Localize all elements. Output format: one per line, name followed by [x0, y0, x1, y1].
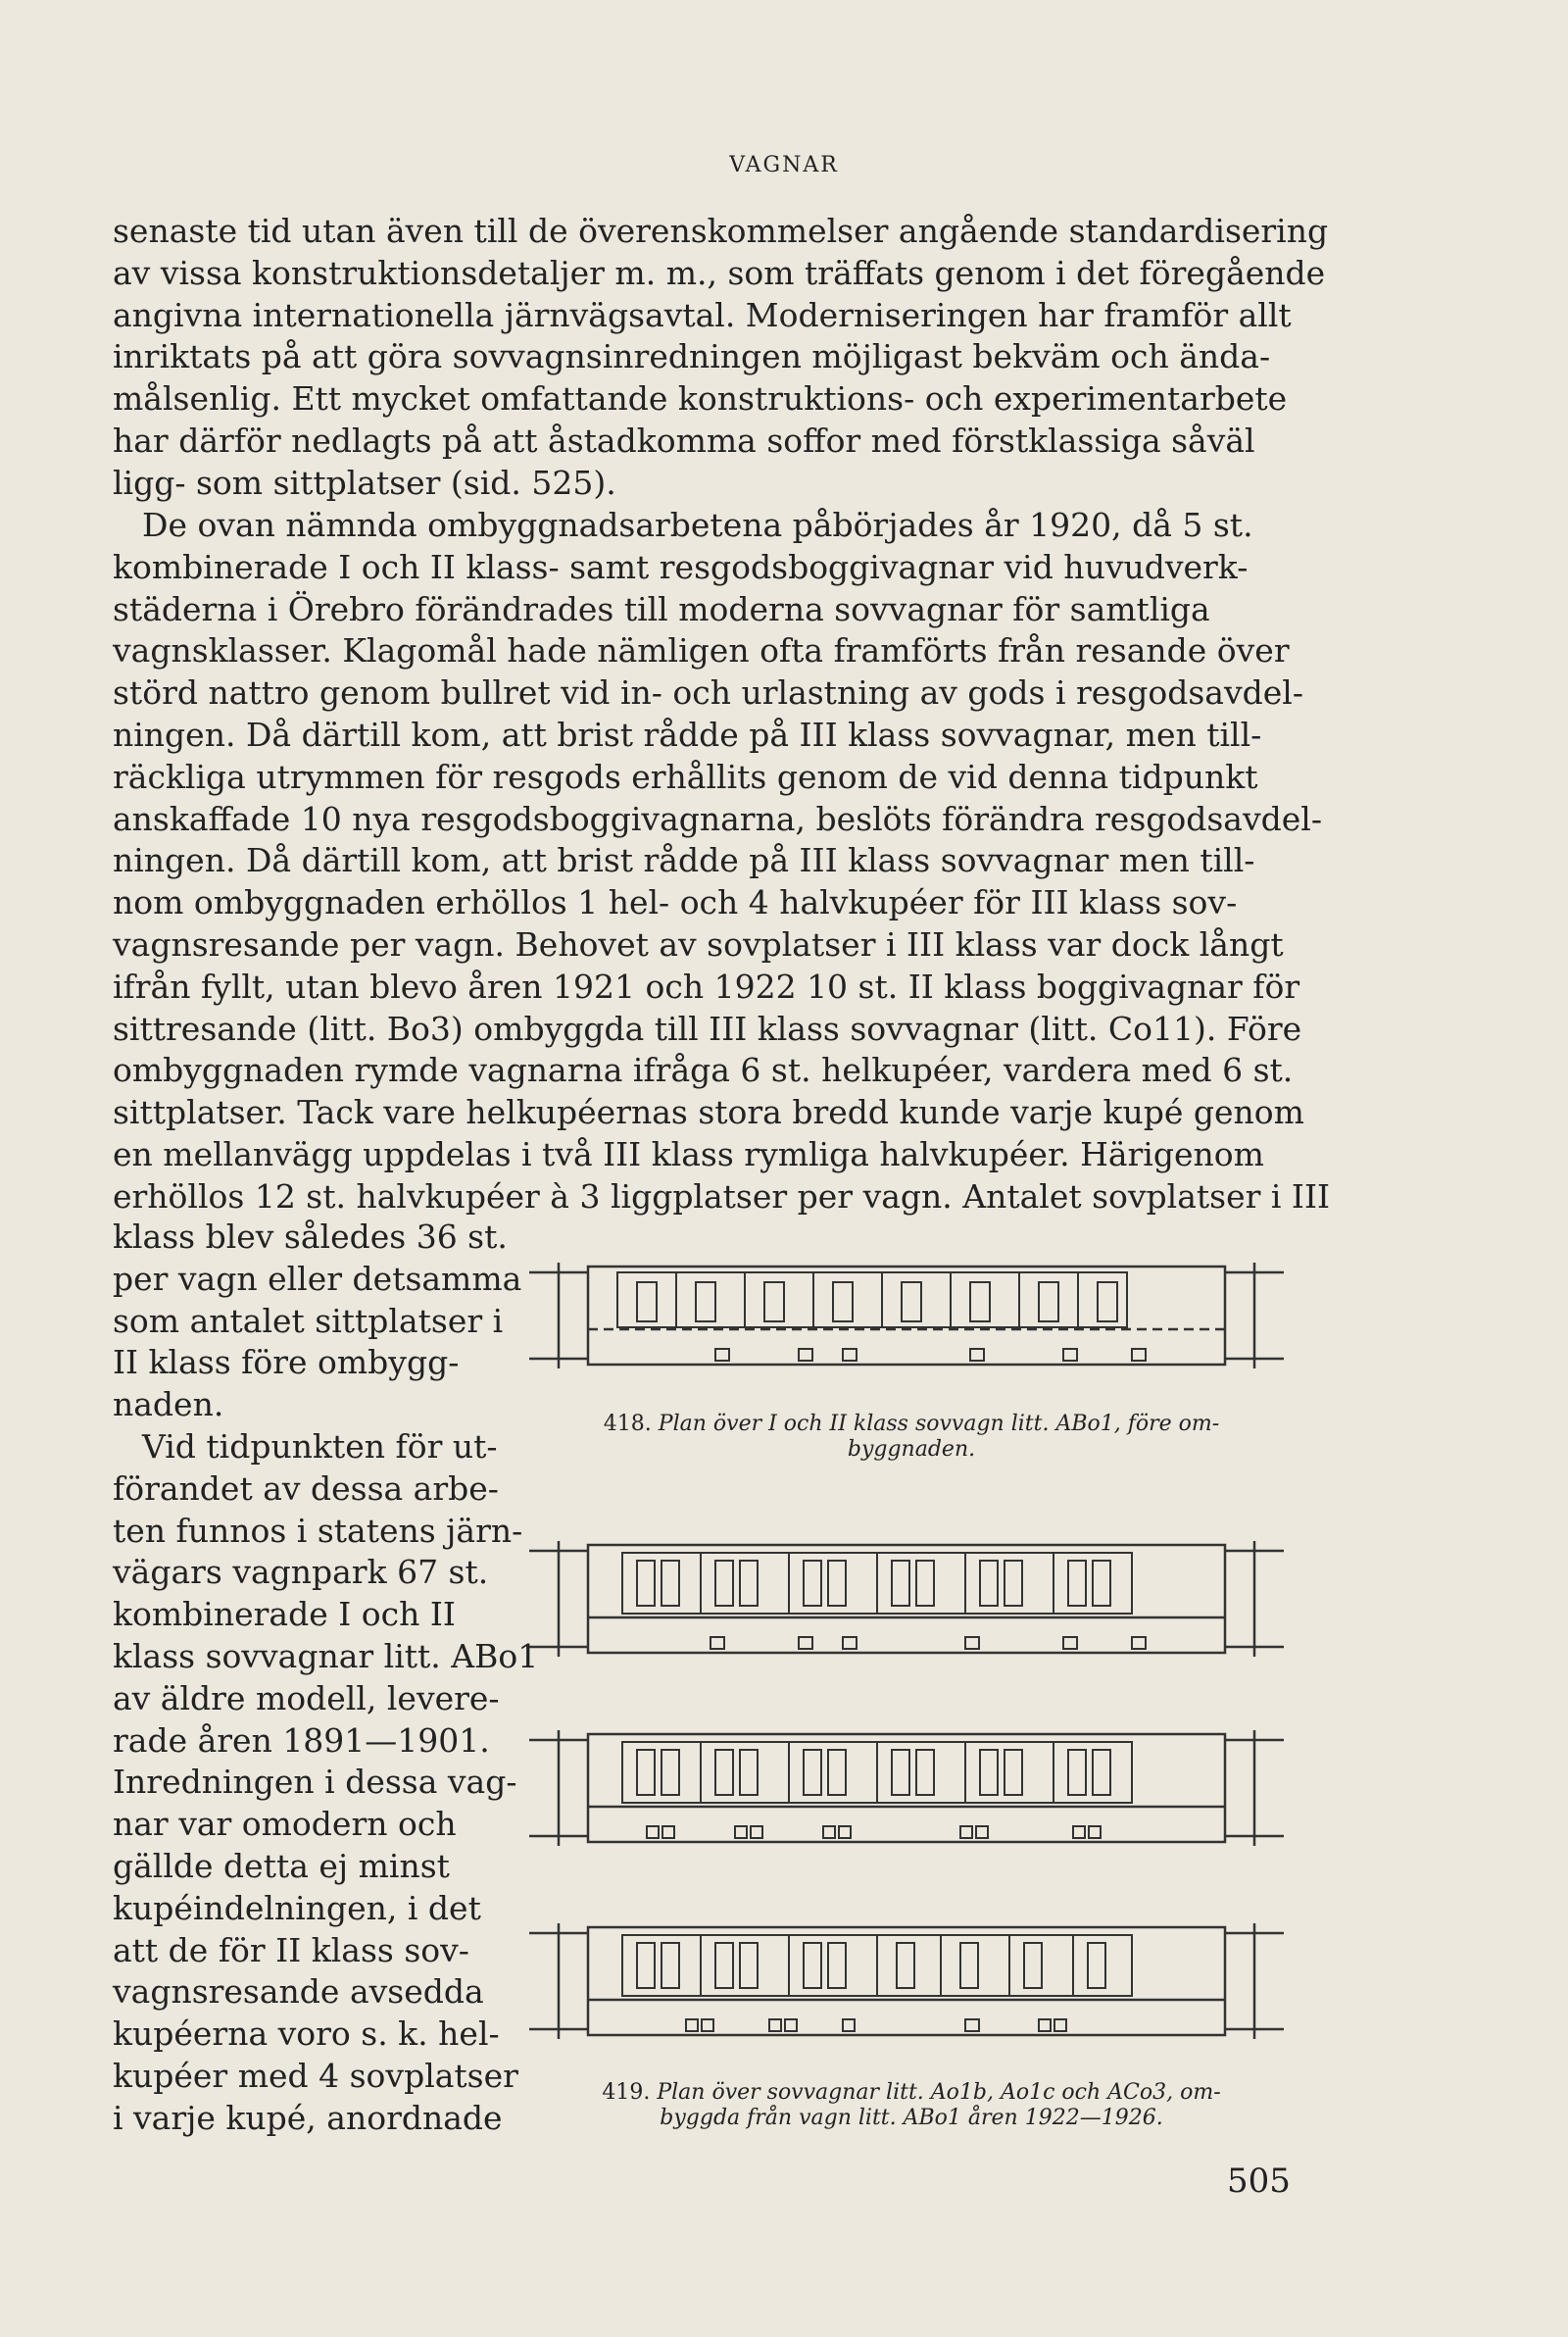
column-line: av äldre modell, levere- — [113, 1678, 500, 1717]
paragraph-2 — [113, 505, 1331, 1218]
column-line: kupéindelningen, i det — [113, 1888, 481, 1927]
text-line: ombyggnaden rymde vagnarna ifråga 6 st. helkupéer, vardera med 6 st. — [113, 1051, 1294, 1090]
column-line: nar var omodern och — [113, 1805, 457, 1844]
column-text-2 — [113, 1426, 539, 2140]
text-line: erhöllos 12 st. halvkupéer à 3 liggplatser per vagn. Antalet sovplatser i III — [113, 1176, 1331, 1216]
text-line: städerna i Örebro förändrades till moderna sovvagnar för samtliga — [113, 589, 1210, 628]
figure-419-caption — [529, 2080, 1294, 2131]
text-line: ifrån fyllt, utan blevo åren 1921 och 1922 10 st. II klass boggivagnar för — [113, 967, 1300, 1006]
text-line: en mellanvägg uppdelas i två III klass rymliga halvkupéer. Härigenom — [113, 1134, 1264, 1173]
text-line: sittresande (litt. Bo3) ombyggda till III klass sovvagnar (litt. Co11). Före — [113, 1009, 1302, 1048]
column-line: kupéerna voro s. k. hel- — [113, 2014, 500, 2054]
column-line: vagnsresande avsedda — [113, 1972, 484, 2012]
column-line: att de för II klass sov- — [113, 1930, 469, 1969]
page-number: 505 — [1227, 2162, 1291, 2201]
figure-419-caption-line1: Plan över sovvagnar litt. Ao1b, Ao1c och ACo3, om- — [657, 2080, 1221, 2105]
paragraph-1 — [113, 211, 1329, 505]
figure-418-caption-line2: byggnaden. — [847, 1437, 976, 1462]
column-line: naden. — [113, 1385, 224, 1424]
text-line: vagnsresande per vagn. Behovet av sovplatser i III klass var dock långt — [113, 924, 1284, 964]
text-line: nom ombyggnaden erhöllos 1 hel- och 4 halvkupéer för III klass sov- — [113, 883, 1238, 922]
text-line: De ovan nämnda ombyggnadsarbetena påbörjades år 1920, då 5 st. — [142, 506, 1253, 544]
text-line: har därför nedlagts på att åstadkomma soffor med förstklassiga såväl — [113, 421, 1255, 460]
running-header: VAGNAR — [729, 153, 839, 177]
text-line: av vissa konstruktionsdetaljer m. m., som träffats genom i det föregående — [113, 253, 1326, 292]
column-line: kupéer med 4 sovplatser — [113, 2056, 518, 2095]
text-line: anskaffade 10 nya resgodsboggivagnarna, beslöts förändra resgodsavdel- — [113, 799, 1322, 838]
text-line: kombinerade I och II klass- samt resgodsboggivagnar vid huvudverk- — [113, 547, 1249, 586]
column-line: ten funnos i statens järn- — [113, 1511, 523, 1550]
figure-419-plan-3 — [529, 1914, 1294, 2051]
text-line: inriktats på att göra sovvagnsinredningen möjligast bekväm och ända- — [113, 337, 1271, 376]
column-line: per vagn eller detsamma — [113, 1259, 522, 1298]
column-line: Inredningen i dessa vag- — [113, 1763, 517, 1802]
text-line: ligg- som sittplatser (sid. 525). — [113, 463, 616, 502]
text-line: målsenlig. Ett mycket omfattande konstruktions- och experimentarbete — [113, 379, 1288, 419]
text-line: vagnsklasser. Klagomål hade nämligen ofta framförts från resande över — [113, 631, 1290, 671]
column-line: kombinerade I och II — [113, 1595, 456, 1634]
figure-419-plan-2 — [529, 1720, 1294, 1858]
column-line: klass sovvagnar litt. ABo1 — [113, 1636, 539, 1675]
column-line: som antalet sittplatser i — [113, 1301, 504, 1340]
figure-418-caption — [529, 1412, 1294, 1463]
text-line: räckliga utrymmen för resgods erhållits genom de vid denna tidpunkt — [113, 757, 1258, 796]
column-line: klass blev således 36 st. — [113, 1218, 508, 1256]
figure-419-caption-line2: byggda från vagn litt. ABo1 åren 1922—1926. — [660, 2106, 1163, 2130]
column-text-1 — [113, 1217, 522, 1426]
column-line: gällde detta ej minst — [113, 1846, 450, 1885]
text-line: angivna internationella järnvägsavtal. Moderniseringen har framför allt — [113, 295, 1292, 334]
text-line: senaste tid utan även till de överenskommelser angående standardisering — [113, 212, 1329, 250]
figure-419-number: 419. — [602, 2080, 651, 2105]
text-line: störd nattro genom bullret vid in- och urlastning av gods i resgodsavdel- — [113, 673, 1303, 713]
column-line: vägars vagnpark 67 st. — [113, 1553, 489, 1592]
figure-418-number: 418. — [603, 1412, 652, 1436]
column-line: i varje kupé, anordnade — [113, 2098, 503, 2137]
text-line: sittplatser. Tack vare helkupéernas stora bredd kunde varje kupé genom — [113, 1093, 1304, 1132]
column-line: rade åren 1891—1901. — [113, 1720, 490, 1760]
figure-418-caption-line1: Plan över I och II klass sovvagn litt. ABo1, före om- — [658, 1412, 1220, 1436]
column-line: II klass före ombygg- — [113, 1343, 460, 1382]
text-line: ningen. Då därtill kom, att brist rådde på III klass sovvagnar men till- — [113, 841, 1255, 880]
figure-418-plan — [529, 1253, 1294, 1380]
column-line: Vid tidpunkten för ut- — [142, 1427, 498, 1466]
column-line: förandet av dessa arbe- — [113, 1468, 499, 1508]
text-line: ningen. Då därtill kom, att brist rådde på III klass sovvagnar, men till- — [113, 715, 1262, 754]
figure-419-plan-1 — [529, 1531, 1294, 1668]
